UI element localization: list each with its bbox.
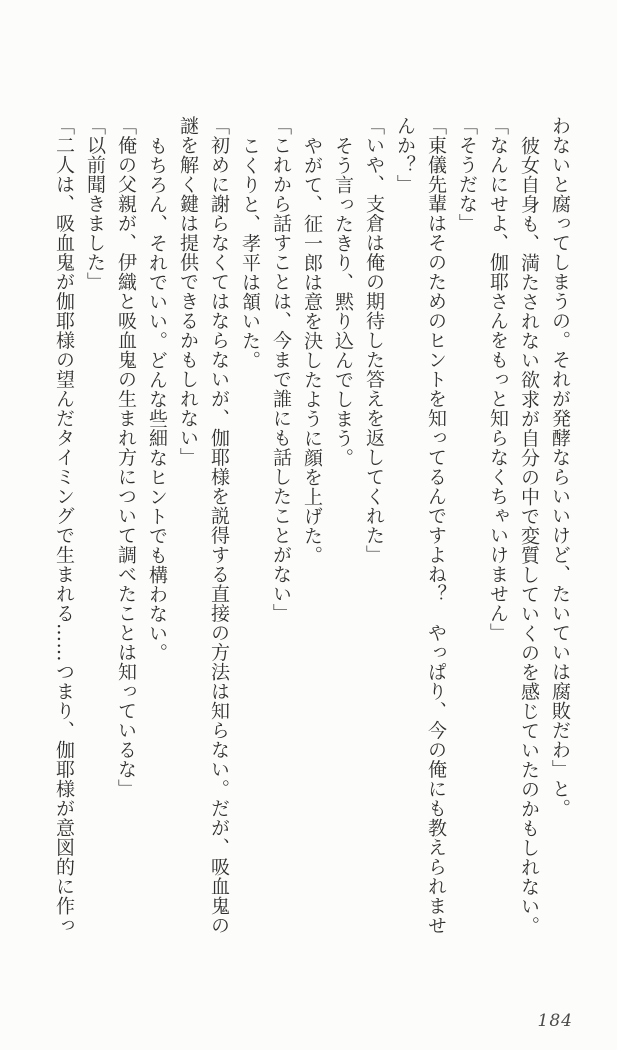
text-column: 「なんにせよ、伽耶さんをもっと知らなくちゃいけません」 <box>487 116 509 643</box>
text-column: 「二人は、吸血鬼が伽耶様の望んだタイミングで生まれる……つまり、伽耶様が意図的に作っ <box>53 116 75 935</box>
text-column: んか？」 <box>394 116 416 194</box>
text-column: そう言ったきり、黙り込んでしまう。 <box>332 136 354 468</box>
text-column: こくりと、孝平は頷いた。 <box>239 136 261 370</box>
text-column: 「これから話すことは、今まで誰にも話したことがない」 <box>270 116 292 623</box>
text-column: 「以前聞きました」 <box>84 116 106 292</box>
text-column: 「いや、支倉は俺の期待した答えを返してくれた」 <box>363 116 385 565</box>
text-area <box>48 116 575 950</box>
text-column: 「そうだな」 <box>456 116 478 233</box>
text-column: 彼女自身も、満たされない欲求が自分の中で変質していくのを感じていたのかもしれない。 <box>518 136 540 936</box>
text-column: やがて、征一郎は意を決したように顔を上げた。 <box>301 136 323 565</box>
text-column: 「俺の父親が、伊織と吸血鬼の生まれ方について調べたことは知っているな」 <box>115 116 137 799</box>
text-column: 謎を解く鍵は提供できるかもしれない」 <box>177 116 199 467</box>
text-column: 「東儀先輩はそのためのヒントを知ってるんですよね？ やっぱり、今の俺にも教えられませ <box>425 116 447 935</box>
page-number: 184 <box>537 1011 573 1031</box>
text-column: わないと腐ってしまうの。それが発酵ならいいけど、たいていは腐敗だわ」と。 <box>549 116 571 818</box>
text-column: 「初めに謝らなくてはならないが、伽耶様を説得する直接の方法は知らない。だが、吸血鬼の <box>208 116 230 935</box>
text-column: もちろん、それでいい。どんな些細なヒントでも構わない。 <box>146 136 168 663</box>
